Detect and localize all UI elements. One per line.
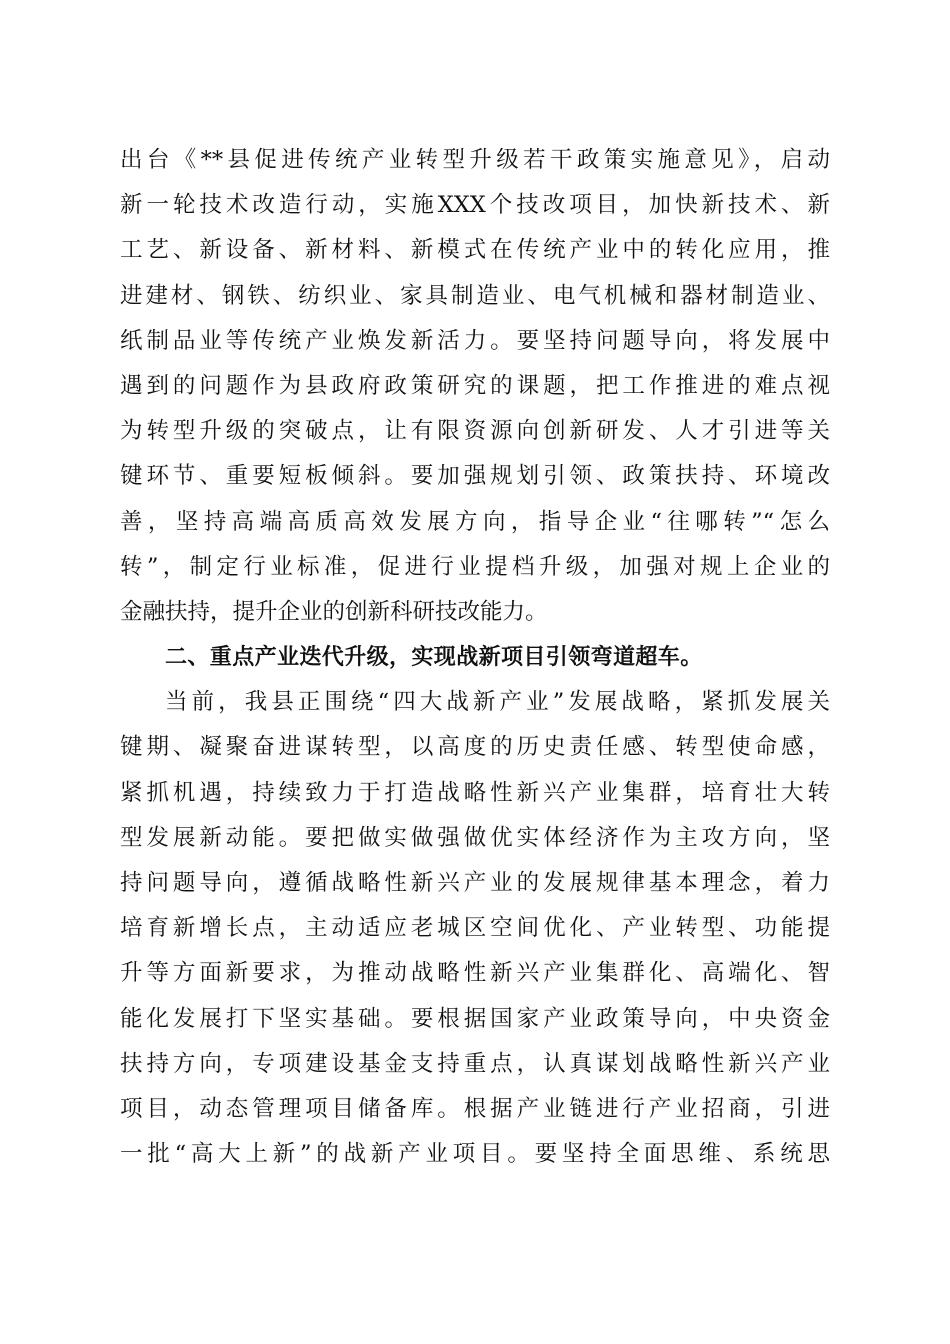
text-line: 键期、凝聚奋进谋转型，以高度的历史责任感、转型使命感， [120, 734, 830, 761]
document-body [120, 138, 830, 1177]
paragraph-traditional-industry [120, 138, 830, 635]
text-line: 善，坚持高端高质高效发展方向，指导企业“往哪转”“怎么 [120, 508, 830, 535]
text-line: 转”，制定行业标准，促进行业提档升级，加强对规上企业的 [120, 553, 830, 580]
text-line: 为转型升级的突破点，让有限资源向创新研发、人才引进等关 [120, 418, 830, 445]
text-line: 纸制品业等传统产业焕发新活力。要坚持问题导向，将发展中 [120, 327, 830, 354]
text-line: 键环节、重要短板倾斜。要加强规划引领、政策扶持、环境改 [120, 463, 830, 490]
text-line: 工艺、新设备、新材料、新模式在传统产业中的转化应用，推 [120, 237, 830, 264]
text-line: 新一轮技术改造行动，实施XXX个技改项目，加快新技术、新 [120, 192, 830, 219]
text-line: 当前，我县正围绕“四大战新产业”发展战略，紧抓发展关 [165, 689, 830, 716]
text-line: 升等方面新要求，为推动战略性新兴产业集群化、高端化、智 [120, 960, 830, 987]
paragraph-strategic-industry [120, 680, 830, 1177]
text-line: 紧抓机遇，持续致力于打造战略性新兴产业集群，培育壮大转 [120, 779, 830, 806]
text-line: 一批“高大上新”的战新产业项目。要坚持全面思维、系统思 [120, 1141, 830, 1168]
text-line: 遇到的问题作为县政府政策研究的课题，把工作推进的难点视 [120, 372, 830, 399]
text-line: 出台《**县促进传统产业转型升级若干政策实施意见》，启动 [120, 147, 830, 173]
text-line: 型发展新动能。要把做实做强做优实体经济作为主攻方向，坚 [120, 824, 830, 851]
text-line: 扶持方向，专项建设基金支持重点，认真谋划战略性新兴产业 [120, 1050, 830, 1077]
text-line: 能化发展打下坚实基础。要根据国家产业政策导向，中央资金 [120, 1005, 830, 1032]
text-line: 培育新增长点，主动适应老城区空间优化、产业转型、功能提 [120, 915, 830, 942]
section-heading: 二、重点产业迭代升级，实现战新项目引领弯道超车。 [165, 645, 703, 671]
text-line: 进建材、钢铁、纺织业、家具制造业、电气机械和器材制造业、 [120, 282, 830, 309]
text-line: 持问题导向，遵循战略性新兴产业的发展规律基本理念，着力 [120, 870, 830, 896]
text-line: 项目，动态管理项目储备库。根据产业链进行产业招商，引进 [120, 1095, 830, 1122]
text-line: 金融扶持，提升企业的创新科研技改能力。 [120, 598, 548, 625]
